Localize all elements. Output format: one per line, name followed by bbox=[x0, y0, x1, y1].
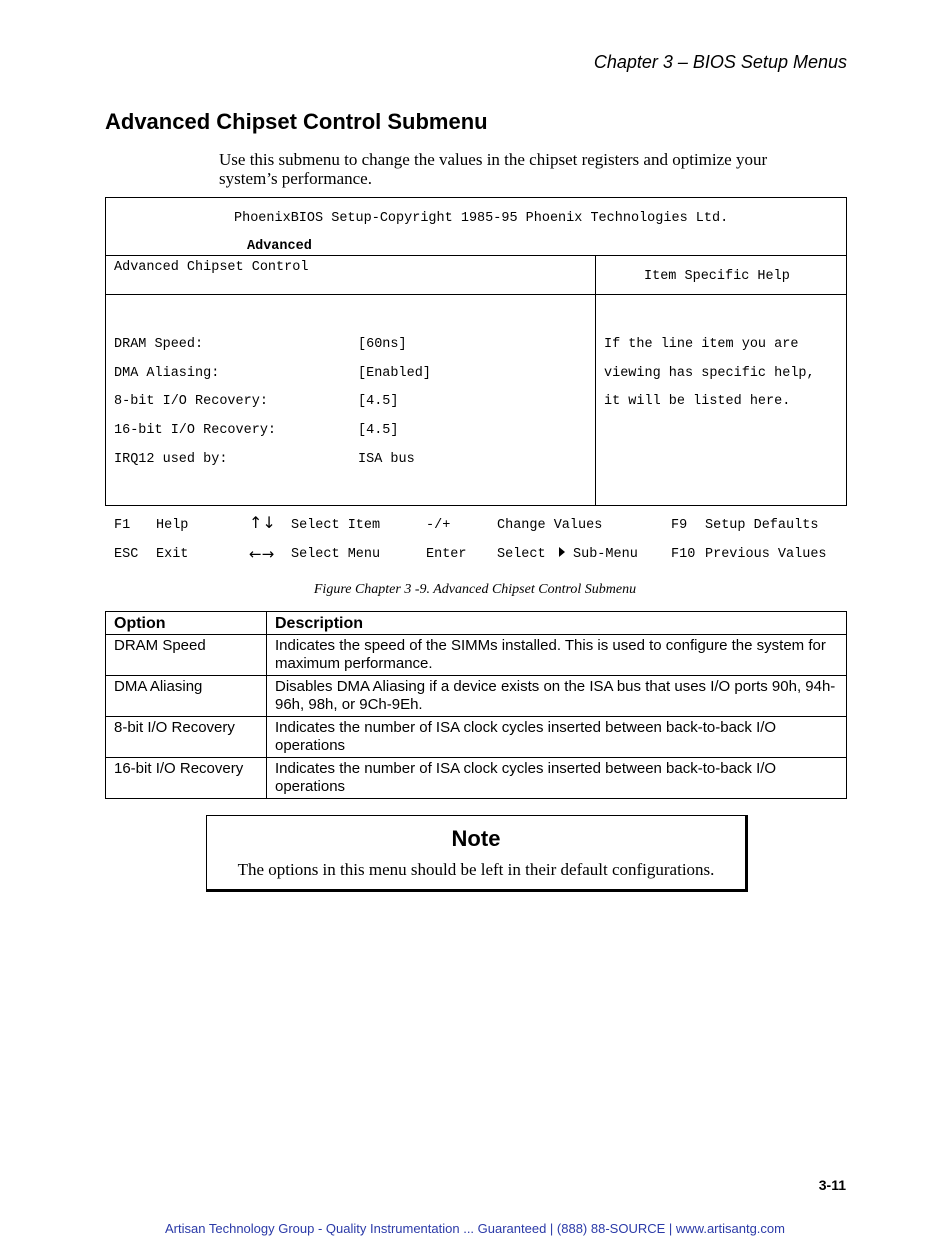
key-enter: Enter bbox=[426, 547, 467, 562]
option-cell: 8-bit I/O Recovery bbox=[106, 717, 267, 758]
up-down-arrows-icon: ↑↓ bbox=[249, 513, 276, 532]
section-title: Advanced Chipset Control Submenu bbox=[105, 109, 488, 134]
divider bbox=[106, 294, 846, 295]
bios-help-line: viewing has specific help, bbox=[604, 366, 815, 381]
column-header: Description bbox=[267, 612, 847, 635]
bios-item-label: 16-bit I/O Recovery: bbox=[114, 423, 277, 438]
chapter-header: Chapter 3 – BIOS Setup Menus bbox=[593, 52, 847, 72]
option-cell: DRAM Speed bbox=[106, 635, 267, 676]
options-table bbox=[105, 611, 847, 799]
bios-item-label: IRQ12 used by: bbox=[114, 452, 228, 467]
description-cell: Indicates the speed of the SIMMs installed. This is used to configure the system for maximum performance. bbox=[267, 635, 847, 676]
page-number: 3-11 bbox=[818, 1177, 846, 1193]
key-f1: F1 bbox=[114, 518, 131, 533]
bios-item-value[interactable]: [4.5] bbox=[358, 394, 399, 409]
key-enter-action: Select bbox=[497, 547, 546, 562]
left-right-arrows-icon: ←→ bbox=[249, 545, 275, 563]
key-f1-action: Help bbox=[156, 518, 189, 533]
intro-paragraph: Use this submenu to change the values in the chipset registers and optimize your system’s performance. bbox=[219, 150, 768, 188]
bios-item-value[interactable]: [Enabled] bbox=[358, 366, 431, 381]
option-cell: DMA Aliasing bbox=[106, 676, 267, 717]
note-box bbox=[206, 815, 748, 892]
submenu-triangle-icon bbox=[558, 546, 566, 558]
key-esc-action: Exit bbox=[156, 547, 189, 562]
key-f10: F10 bbox=[671, 547, 696, 562]
description-cell: Indicates the number of ISA clock cycles inserted between back-to-back I/O operations bbox=[267, 717, 847, 758]
table-row bbox=[106, 676, 847, 717]
key-select-menu-action: Select Menu bbox=[291, 547, 381, 562]
note-title: Note bbox=[451, 826, 501, 851]
table-row bbox=[106, 717, 847, 758]
bios-item-value[interactable]: [60ns] bbox=[358, 337, 407, 352]
column-header: Option bbox=[106, 612, 267, 635]
key-select-item-action: Select Item bbox=[291, 518, 381, 533]
table-header-row bbox=[106, 612, 847, 635]
bios-item-value[interactable]: [4.5] bbox=[358, 423, 399, 438]
key-change-values-action: Change Values bbox=[497, 518, 603, 533]
key-f9-action: Setup Defaults bbox=[705, 518, 819, 533]
bios-item-label: 8-bit I/O Recovery: bbox=[114, 394, 268, 409]
bios-panel-title: Advanced Chipset Control bbox=[114, 260, 309, 275]
note-text: The options in this menu should be left in their default configurations. bbox=[237, 860, 715, 879]
key-f10-action: Previous Values bbox=[705, 547, 827, 562]
bios-item-label: DRAM Speed: bbox=[114, 337, 204, 352]
key-esc: ESC bbox=[114, 547, 139, 562]
bios-help-line: it will be listed here. bbox=[604, 394, 791, 409]
bios-active-menu: Advanced bbox=[247, 239, 312, 254]
table-row bbox=[106, 635, 847, 676]
figure-caption: Figure Chapter 3 -9. Advanced Chipset Control Submenu bbox=[313, 582, 637, 597]
key-f9: F9 bbox=[671, 518, 688, 533]
bios-copyright: PhoenixBIOS Setup-Copyright 1985-95 Phoenix Technologies Ltd. bbox=[234, 211, 729, 226]
bios-help-title: Item Specific Help bbox=[644, 269, 790, 284]
bios-screen bbox=[105, 197, 847, 506]
description-cell: Disables DMA Aliasing if a device exists on the ISA bus that uses I/O ports 90h, 94h-96h, 98h, or 9Ch-9Eh. bbox=[267, 676, 847, 717]
key-plus-minus: -/+ bbox=[426, 518, 451, 533]
bios-item-value[interactable]: ISA bus bbox=[358, 452, 415, 467]
table-row bbox=[106, 758, 847, 799]
bios-help-line: If the line item you are bbox=[604, 337, 799, 352]
footer-link[interactable]: Artisan Technology Group - Quality Instrumentation ... Guaranteed | (888) 88-SOURCE | www.artisantg.com bbox=[165, 1221, 785, 1236]
key-submenu-action: Sub-Menu bbox=[573, 547, 638, 562]
bios-item-label: DMA Aliasing: bbox=[114, 366, 220, 381]
option-cell: 16-bit I/O Recovery bbox=[106, 758, 267, 799]
divider bbox=[106, 255, 846, 256]
description-cell: Indicates the number of ISA clock cycles inserted between back-to-back I/O operations bbox=[267, 758, 847, 799]
